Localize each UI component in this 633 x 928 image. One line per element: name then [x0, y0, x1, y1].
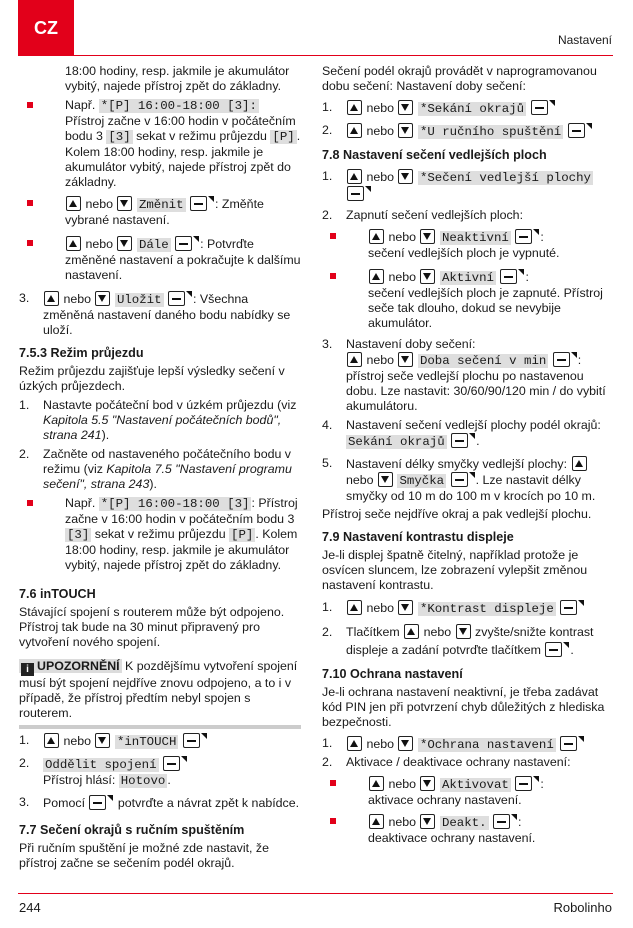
step: 3. Nastavení doby sečení: nebo Doba sečení v min : přístroj seče vedlejší plochu po nastavenou dobu. Lze nastavit: 30/60/90/120 min / do vybití akumulátoru.: [322, 337, 606, 413]
bullet-option: nebo Deakt. : deaktivace ochrany nastavení.: [322, 814, 616, 846]
lcd-text: *U ručního spuštění: [419, 125, 562, 139]
bullet-example: Např. *[P] 16:00-18:00 [3] : Přístroj začne v 16:00 hodin v počátečním bodu 3 [3] sekat v režimu průjezdu [P] . Kolem 18:00 hodiny, resp. jakmile je akumulátor vybitý, najede přístroj zpět do základny.: [19, 496, 301, 573]
ok-button-icon: [347, 186, 364, 201]
step-save: 3. nebo Uložit : Všechna změněná nastavení daného bodu nabídky se uloží.: [19, 291, 291, 337]
tick-icon: [533, 229, 539, 235]
down-arrow-button-icon: [117, 236, 132, 251]
down-arrow-button-icon: [398, 736, 413, 751]
lcd-text: *[P] 16:00-18:00 [3]:: [100, 99, 257, 113]
down-arrow-button-icon: [398, 169, 413, 184]
bullet-next: nebo Dále : Potvrďte změněné nastavení a pokračujte k dalšímu nastavení.: [19, 236, 301, 283]
up-arrow-button-icon: [347, 352, 362, 367]
ok-button-icon: [451, 433, 468, 448]
ok-button-icon: [451, 472, 468, 487]
ok-button-icon: [560, 736, 577, 751]
bullet-example: Např. *[P] 16:00-18:00 [3]: Přístroj začne v 16:00 hodin v počátečním bodu 3 [3] sekat v režimu průjezdu [P] . Kolem 18:00 hodiny, resp. jakmile je akumulátor vybitý, najede přístroj zpět do základny.: [19, 98, 301, 190]
step: 4. Nastavení sečení vedlejší plochy podél okrajů: Sekání okrajů .: [322, 418, 601, 449]
ok-button-icon: [183, 733, 200, 748]
tick-icon: [208, 196, 214, 202]
paragraph: Při ručním spuštění je možné zde nastavit, že přístroj začne se sečením podél okrajů.: [19, 841, 269, 870]
bullet-option: nebo Aktivní : sečení vedlejších ploch je zapnuté. Přístroj seče tak dlouho, dokud se nevybije akumulátor.: [322, 269, 616, 331]
step: 1. Nastavte počáteční bod v úzkém průjezdu (viz Kapitola 5.5 "Nastavení počátečních bodů", strana 241).: [19, 398, 297, 442]
paragraph: Přístroj seče nejdříve okraj a pak vedlejší plochu.: [322, 507, 592, 521]
step: 2. nebo *U ručního spuštění: [322, 123, 616, 140]
notice-divider: [19, 725, 301, 729]
down-arrow-button-icon: [398, 352, 413, 367]
step: 1. nebo *Ochrana nastavení: [322, 736, 616, 753]
lcd-text: Doba sečení v min: [419, 354, 547, 368]
tick-icon: [186, 291, 192, 297]
step: 5. Nastavení délky smyčky vedlejší plochy: nebo Smyčka . Lze nastavit délky smyčky od 10 m do 100 m v krocích po 10 m.: [322, 456, 596, 503]
lcd-text: *Sečení vedlejší plochy: [419, 171, 591, 185]
tick-icon: [578, 736, 584, 742]
step: 2. Aktivace / deaktivace ochrany nastavení:: [322, 755, 571, 769]
ok-button-icon: [553, 352, 570, 367]
up-arrow-button-icon: [404, 624, 419, 639]
ok-button-icon: [175, 236, 192, 251]
cross-reference-link[interactable]: Kapitola 5.5 "Nastavení počátečních bodů", strana 241: [43, 413, 282, 442]
step: 1. nebo *Sekání okrajů: [322, 100, 616, 117]
bullet-option: nebo Neaktivní : sečení vedlejších ploch je vypnuté.: [322, 229, 616, 261]
up-arrow-button-icon: [66, 236, 81, 251]
page-header-title: Nastavení: [557, 33, 612, 47]
tick-icon: [365, 186, 371, 192]
paragraph: Režim průjezdu zajišťuje lepší výsledky sečení v úzkých průjezdech.: [19, 364, 285, 393]
ok-button-icon: [89, 795, 106, 810]
ok-button-icon: [163, 756, 180, 771]
tick-icon: [201, 733, 207, 739]
paragraph: Je-li ochrana nastavení neaktivní, je třeba zadávat kód PIN jen při potvrzení chyb důležitých z hlediska bezpečnosti.: [322, 685, 605, 729]
section-heading: 7.7 Sečení okrajů s ručním spuštěním: [19, 823, 245, 837]
tick-icon: [193, 236, 199, 242]
tick-icon: [107, 795, 113, 801]
language-code: CZ: [34, 17, 58, 38]
header-divider: [74, 55, 613, 56]
lcd-text: *Sekání okrajů: [419, 102, 525, 116]
lcd-text: [3]: [108, 130, 131, 144]
info-icon: i: [21, 663, 34, 676]
down-arrow-button-icon: [378, 472, 393, 487]
tick-icon: [469, 472, 475, 478]
step: 2. Tlačítkem nebo zvyšte/snižte kontrast displeje a zadání potvrďte tlačítkem .: [322, 625, 594, 657]
ok-button-icon: [568, 123, 585, 138]
ok-button-icon: [190, 196, 207, 211]
up-arrow-button-icon: [347, 600, 362, 615]
ok-button-icon: [515, 229, 532, 244]
up-arrow-button-icon: [369, 229, 384, 244]
lcd-text: Hotovo: [120, 774, 166, 788]
lcd-text: *Kontrast displeje: [419, 602, 554, 616]
right-column: [322, 64, 616, 846]
ok-button-icon: [515, 776, 532, 791]
paragraph: Sečení podél okrajů provádět v naprogramovanou dobu sečení: Nastavení doby sečení:: [322, 64, 597, 93]
ok-button-icon: [500, 269, 517, 284]
tick-icon: [181, 756, 187, 762]
up-arrow-button-icon: [347, 123, 362, 138]
lcd-text: Aktivní: [441, 271, 494, 285]
down-arrow-button-icon: [117, 196, 132, 211]
lcd-text: *[P] 16:00-18:00 [3]: [100, 497, 250, 511]
lcd-text: Oddělit spojení: [45, 758, 157, 772]
page-number: 244: [19, 900, 41, 915]
ok-button-icon: [493, 814, 510, 829]
tick-icon: [469, 433, 475, 439]
step: 1. nebo *Sečení vedlejší plochy: [322, 169, 616, 202]
lcd-text: *Ochrana nastavení: [419, 738, 554, 752]
tick-icon: [511, 814, 517, 820]
up-arrow-button-icon: [347, 100, 362, 115]
section-heading: 7.5.3 Režim průjezdu: [19, 346, 144, 360]
section-heading: 7.8 Nastavení sečení vedlejších ploch: [322, 148, 547, 162]
section-heading: 7.10 Ochrana nastavení: [322, 667, 463, 681]
lcd-text: Smyčka: [399, 474, 445, 488]
footer-divider: [18, 893, 613, 894]
down-arrow-button-icon: [456, 624, 471, 639]
down-arrow-button-icon: [420, 229, 435, 244]
lcd-text: Uložit: [116, 293, 162, 307]
down-arrow-button-icon: [420, 814, 435, 829]
ok-button-icon: [545, 642, 562, 657]
tick-icon: [586, 123, 592, 129]
lcd-text: Neaktivní: [441, 231, 509, 245]
tick-icon: [518, 269, 524, 275]
section-heading: 7.6 inTOUCH: [19, 587, 96, 601]
paragraph: Stávající spojení s routerem může být odpojeno. Přístroj tak bude na 30 minut připravený pro vytvoření nového spojení.: [19, 605, 285, 649]
footer-brand: Robolinho: [553, 900, 612, 915]
lcd-text: Aktivovat: [441, 778, 509, 792]
up-arrow-button-icon: [369, 814, 384, 829]
ok-button-icon: [531, 100, 548, 115]
step: 2. Oddělit spojení Přístroj hlásí: Hotovo .: [19, 756, 301, 789]
down-arrow-button-icon: [95, 291, 110, 306]
step: 1. nebo *inTOUCH: [19, 733, 301, 750]
tick-icon: [578, 600, 584, 606]
lcd-text: Sekání okrajů: [348, 435, 445, 449]
lcd-text: [3]: [67, 528, 90, 542]
lcd-text: [P]: [231, 528, 254, 542]
lcd-text: *inTOUCH: [116, 735, 177, 749]
up-arrow-button-icon: [369, 269, 384, 284]
up-arrow-button-icon: [347, 169, 362, 184]
lcd-text: [P]: [272, 130, 295, 144]
paragraph: Je-li displej špatně čitelný, například protože je osvícen sluncem, lze zobrazení vylepšit změnou nastavení kontrastu.: [322, 548, 588, 592]
continued-text: 18:00 hodiny, resp. jakmile je akumulátor vybitý, najede přístroj zpět do základny.: [65, 64, 290, 93]
notice-box: i UPOZORNĚNÍ K pozdějšímu vytvoření spojení musí být spojení nejdříve znovu odpojeno, a to i v případě, že přístroj předtím nebyl spojen s routerem.: [19, 659, 298, 720]
lcd-text: Dále: [138, 238, 169, 252]
down-arrow-button-icon: [398, 100, 413, 115]
down-arrow-button-icon: [398, 600, 413, 615]
ok-button-icon: [168, 291, 185, 306]
down-arrow-button-icon: [95, 733, 110, 748]
up-arrow-button-icon: [572, 456, 587, 471]
step: 2. Začněte od nastaveného počátečního bodu v režimu (viz Kapitola 7.5 "Nastavení programu sečení", strana 243).: [19, 447, 292, 491]
notice-label: i UPOZORNĚNÍ: [19, 659, 122, 673]
up-arrow-button-icon: [44, 733, 59, 748]
lcd-text: Změnit: [138, 198, 184, 212]
language-tab: [18, 0, 74, 56]
left-column: [19, 64, 301, 871]
step: 3. Pomocí potvrďte a návrat zpět k nabídce.: [19, 795, 300, 810]
section-heading: 7.9 Nastavení kontrastu displeje: [322, 530, 514, 544]
cross-reference-link[interactable]: Kapitola 7.5 "Nastavení programu sečení", strana 243: [43, 462, 292, 491]
lcd-text: Deakt.: [441, 816, 487, 830]
bullet-change: nebo Změnit : Změňte vybrané nastavení.: [19, 196, 301, 228]
step: 2. Zapnutí sečení vedlejších ploch:: [322, 208, 524, 222]
up-arrow-button-icon: [347, 736, 362, 751]
up-arrow-button-icon: [66, 196, 81, 211]
step: 1. nebo *Kontrast displeje: [322, 600, 616, 617]
down-arrow-button-icon: [420, 269, 435, 284]
bullet-option: nebo Aktivovat : aktivace ochrany nastavení.: [322, 776, 616, 808]
tick-icon: [533, 776, 539, 782]
tick-icon: [563, 642, 569, 648]
up-arrow-button-icon: [369, 776, 384, 791]
tick-icon: [549, 100, 555, 106]
down-arrow-button-icon: [398, 123, 413, 138]
down-arrow-button-icon: [420, 776, 435, 791]
ok-button-icon: [560, 600, 577, 615]
up-arrow-button-icon: [44, 291, 59, 306]
tick-icon: [571, 352, 577, 358]
